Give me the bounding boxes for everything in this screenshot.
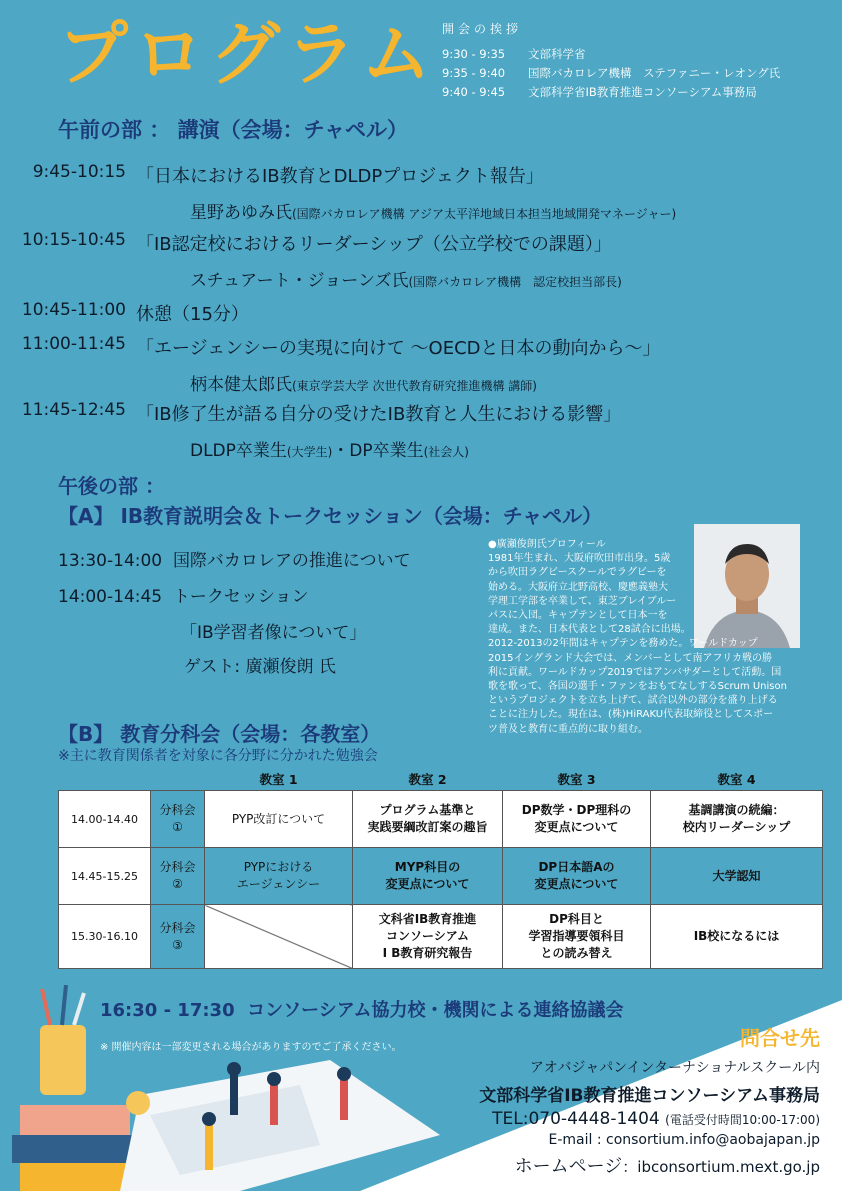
row-label: 分科会 ② [151, 848, 205, 905]
opening-row [442, 64, 832, 83]
slot-time: 14:00-14:45 [58, 587, 163, 607]
afternoon-slot [58, 582, 309, 607]
session-slot [0, 162, 544, 188]
profile-line: 2012-2013の2年間はキャプテンを務めた。ワールドカップ [488, 638, 758, 650]
speaker-name: スチュアート・ジョーンズ氏 [190, 271, 409, 291]
session-title: 「日本におけるIB教育とDLDPプロジェクト報告」 [136, 166, 544, 187]
column-header: 教室 1 [259, 772, 298, 787]
speaker [190, 370, 537, 395]
opening-row [442, 45, 832, 64]
opening-row [442, 83, 832, 102]
row-label: 分科会 ③ [151, 905, 205, 969]
contact-org2: 文部科学省IB教育推進コンソーシアム事務局 [479, 1086, 820, 1106]
table-cell: DP日本語Aの 変更点について [503, 848, 651, 905]
profile-line: ことに注力した。現在は、(株)HiRAKU代表取締役としてスポー [488, 709, 774, 721]
session-slot [0, 300, 249, 326]
speaker [190, 436, 469, 461]
table-cell: DP数学・DP理科の 変更点について [503, 791, 651, 848]
session-time: 10:15-10:45 [21, 230, 126, 250]
table-cell: プログラム基準と 実践要綱改訂案の趣旨 [353, 791, 503, 848]
table-cell: DP科目と 学習指導要領科目 との読み替え [503, 905, 651, 969]
breakout-schedule-table [58, 768, 823, 969]
profile-line: ツ普及と教育に重点的に取り組む。 [488, 723, 648, 735]
opening-text: 文部科学省IB教育推進コンソーシアム事務局 [528, 85, 757, 99]
profile-line: 2015イングランド大会では、メンバーとして南アフリカ戦の勝 [488, 652, 773, 664]
table-header-row [59, 768, 823, 791]
row-time: 15.30-16.10 [59, 905, 151, 969]
section-b-heading: 【B】 教育分科会（会場：各教室） [58, 722, 381, 746]
contact-org1: アオバジャパンインターナショナルスクール内 [529, 1060, 820, 1076]
table-cell: IB校になるには [651, 905, 823, 969]
session-title: 「IB修了生が語る自分の受けたIB教育と人生における影響」 [136, 404, 622, 425]
table-cell: 基調講演の続編： 校内リーダーシップ [651, 791, 823, 848]
session-title: 休憩（15分） [136, 304, 249, 325]
opening-time: 9:40 - 9:45 [442, 85, 506, 99]
profile-heading: ●廣瀬俊朗氏プロフィール [488, 539, 606, 550]
profile-line: パスに入団。キャプテンとして日本一を [488, 610, 668, 622]
speaker-affiliation: (東京学芸大学 次世代教育研究推進機構 講師) [292, 379, 537, 393]
contact-web-label: ホームページ [514, 1156, 623, 1177]
speaker-affiliation: (国際バカロレア機構 アジア太平洋地域日本担当地域開発マネージャー) [292, 207, 677, 221]
page-title: プログラム [58, 13, 438, 95]
speaker-affiliation: (国際バカロレア機構 認定校担当部長) [408, 275, 622, 289]
profile-line: から吹田ラグビースクールでラグビーを [488, 567, 667, 579]
table-row [59, 848, 823, 905]
profile-line: 始める。大阪府立北野高校、慶應義塾大 [488, 581, 668, 593]
contact-web-link[interactable]: ：ibconsortium.mext.go.jp [622, 1158, 820, 1176]
table-cell: MYP科目の 変更点について [353, 848, 503, 905]
session-slot [0, 334, 661, 360]
speaker [190, 266, 622, 291]
contact-tel-hours: (電話受付時間10:00-17:00) [665, 1113, 820, 1127]
table-cell: PYPにおける エージェンシー [205, 848, 353, 905]
session-time: 10:45-11:00 [21, 300, 126, 320]
afternoon-heading: 午後の部 ： [58, 474, 165, 498]
talk-guest: ゲスト: 廣瀬俊朗 氏 [184, 657, 336, 677]
table-cell: PYP改訂について [205, 791, 353, 848]
contact-web-line [479, 1152, 820, 1178]
speaker-name: 柄本健太郎氏 [190, 375, 292, 395]
session-time: 11:00-11:45 [21, 334, 126, 354]
row-time: 14.00-14.40 [59, 791, 151, 848]
speaker-name: ・DP卒業生 [332, 441, 424, 461]
profile-line: 利に貢献。ワールドカップ2019ではアンバサダーとして活動。国 [488, 666, 782, 678]
profile-line: 1981年生まれ、大阪府吹田市出身。5歳 [488, 553, 671, 565]
table-cell-empty [205, 905, 353, 969]
profile-line: 学理工学部を卒業して、東芝ブレイブルー [488, 595, 677, 607]
session-title: 「エージェンシーの実現に向けて ～OECDと日本の動向から～」 [136, 338, 661, 359]
speaker-name: DLDP卒業生 [190, 441, 287, 461]
profile-line: 達成。また、日本代表として28試合に出場。 [488, 624, 691, 636]
session-slot [0, 230, 612, 256]
session-time: 11:45-12:45 [21, 400, 126, 420]
column-header: 教室 2 [408, 772, 447, 787]
speaker-note: (大学生) [286, 445, 333, 459]
speaker [190, 198, 676, 223]
contact-tel-line [479, 1109, 820, 1129]
table-cell: 大学認知 [651, 848, 823, 905]
profile-line: 歌を歌って、各国の選手・ファンをおもてなしするScrum Unison [488, 681, 787, 693]
table-row [59, 905, 823, 969]
row-time: 14.45-15.25 [59, 848, 151, 905]
opening-text: 国際バカロレア機構 ステファニー・レオング氏 [528, 66, 781, 80]
column-header: 教室 3 [557, 772, 596, 787]
afternoon-slot [58, 546, 411, 571]
guest-profile [488, 538, 800, 737]
contact-heading: 問合せ先 [740, 1026, 820, 1050]
profile-line: というプロジェクトを立ち上げて、試合以外の部分を盛り上げる [488, 695, 778, 707]
opening-time: 9:30 - 9:35 [442, 47, 506, 61]
session-time: 9:45-10:15 [32, 162, 126, 182]
slot-time: 13:30-14:00 [58, 551, 163, 571]
closing-session [100, 996, 624, 1022]
opening-heading: 開会の挨拶 [442, 22, 523, 36]
closing-time: 16:30 - 17:30 [100, 1000, 235, 1021]
table-row [59, 791, 823, 848]
table-cell: 文科省IB教育推進 コンソーシアム I B教育研究報告 [353, 905, 503, 969]
contact-block [479, 1022, 820, 1178]
session-slot [0, 400, 621, 426]
profile-text-narrow [488, 552, 693, 637]
opening-text: 文部科学省 [528, 47, 586, 61]
speaker-name: 星野あゆみ氏 [190, 203, 292, 223]
opening-remarks [442, 20, 832, 102]
change-notice: ※ 開催内容は一部変更される場合がありますのでご了承ください。 [100, 1042, 402, 1053]
speaker-note: (社会人) [423, 445, 469, 459]
contact-tel: TEL:070-4448-1404 [492, 1109, 660, 1129]
section-b-note: ※主に教育関係者を対象に各分野に分かれた勉強会 [58, 748, 378, 764]
closing-text: コンソーシアム協力校・機関による連絡協議会 [247, 1000, 624, 1021]
slot-text: 国際バカロレアの推進について [172, 551, 411, 571]
morning-heading: 午前の部 ： 講演（会場：チャペル） [58, 118, 408, 142]
session-title: 「IB認定校におけるリーダーシップ（公立学校での課題）」 [136, 234, 612, 255]
section-a-heading: 【A】 IB教育説明会＆トークセッション（会場：チャペル） [58, 504, 603, 528]
contact-email[interactable]: E-mail : consortium.info@aobajapan.jp [548, 1132, 820, 1148]
talk-subtitle: 「IB学習者像について」 [180, 623, 367, 643]
opening-time: 9:35 - 9:40 [442, 66, 506, 80]
slot-text: トークセッション [172, 587, 309, 607]
column-header: 教室 4 [717, 772, 756, 787]
row-label: 分科会 ① [151, 791, 205, 848]
